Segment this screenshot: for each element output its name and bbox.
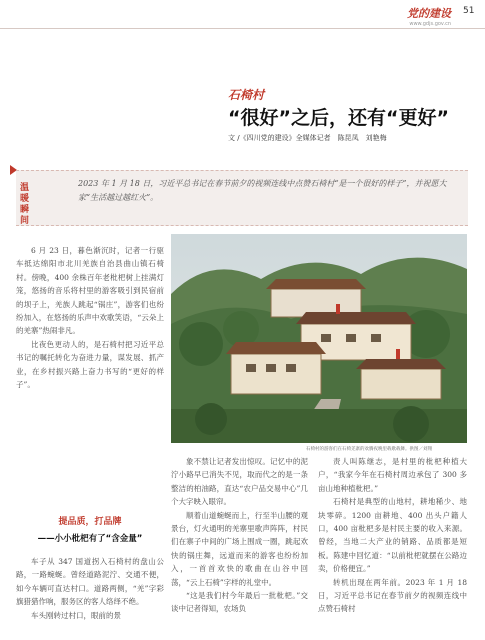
paragraph: 6 月 23 日，暮色渐沉时，记者一行驱车抵达绵阳市北川羌族自治县曲山镇石椅村。傍晚，400 余株百年老枇杷树上挂满灯笼，悠扬的音乐将村里的游客吸引到民宿前的坝子上，羌族人跳起“锅庄”，游客们也纷纷加入，在悠扬的乐声中欢歌笑语，“云朵上的羌寨”热闹非凡。 [16, 246, 164, 336]
paragraph: 车头刚转过村口，眼前的景 [31, 610, 121, 620]
paragraph: 车子从 347 国道拐入石椅村的盘山公路，一路蜿蜒。曾经道路泥泞、交通不便，如今车辆可直达村口。道路两侧，“羌”字彩旗猎猎作响，服务区的客人络绎不绝。 [16, 557, 164, 607]
section-subhead-secondary: ——小小枇杷有了“含金量” [37, 534, 143, 544]
article-kicker: 石椅村 [228, 88, 265, 102]
page-number: 51 [463, 6, 475, 16]
quote-tag: 温暖瞬间 [20, 183, 30, 226]
body-column-2 [171, 455, 308, 616]
logo-text: 党的建设 [407, 7, 451, 20]
article-byline: 文 /《四川党的建设》全媒体记者 陈昆凤 刘艳梅 [228, 134, 387, 142]
article-title: “很好”之后，还有“更好” [228, 107, 449, 129]
paragraph: 顺着山道蜿蜒而上，行至半山腰的观景台，灯火通明的羌寨里歌声阵阵，村民们在寨子中间的广场上围成一圈，跳起欢快的锅庄舞，远道而来的游客也纷纷加入，一首首欢快的歌曲在山谷中回荡，“云上石椅”字样的礼堂中。 [171, 510, 308, 587]
paragraph: 比夜色更动人的，是石椅村把习近平总书记的嘱托转化为奋进力量，谋发展、抓产业，在乡村振兴路上奋力书写的“更好的样子”。 [16, 339, 164, 390]
paragraph: 石椅村是典型的山地村，耕地稀少、地块零碎。1200 亩耕地、400 出头户籍人口，400 亩枇杷多是村民主要的收入来源。曾经，当地二大产业的销路、品质都是短板。陈建中回忆道：“以前枇杷就摆在公路边卖，价格便宜。” [318, 497, 467, 574]
paragraph: “这是我们村今年最后一批枇杷。”交谈中记者得知，农场负 [171, 591, 308, 614]
body-column-1-continued [16, 555, 164, 622]
photo-caption: 石椅村的游客们在石椅羌寨的欢腾夜晚里载歌载舞。供图／刘翔 [306, 447, 432, 452]
header-divider [0, 28, 485, 29]
village-photo [171, 234, 467, 443]
body-column-1 [16, 244, 164, 391]
magazine-logo [381, 5, 451, 27]
body-column-3 [318, 455, 467, 616]
section-subhead: 提品质，打品牌 [58, 517, 122, 527]
paragraph: 转机出现在两年前。2023 年 1 月 18 日，习近平总书记在春节前夕的视频连线中点赞石椅村 [318, 577, 467, 614]
quote-text: 2023 年 1 月 18 日，习近平总书记在春节前夕的视频连线中点赞石椅村“是一个很好的样子”，并祝愿大家“生活越过越红火”。 [78, 179, 447, 202]
paragraph: 象不禁让记者发出惊叹。记忆中的泥泞小路早已消失不见，取而代之的是一条整洁的柏油路，直达“农户品交易中心”几个大字映入眼帘。 [171, 457, 308, 507]
logo-url: www.gdjs.gov.cn [409, 21, 451, 27]
paragraph: 责人叫陈继志，是村里的枇杷种植大户，“我家今年在石椅村周边承包了 300 多亩山地种植枇杷。” [318, 457, 467, 493]
